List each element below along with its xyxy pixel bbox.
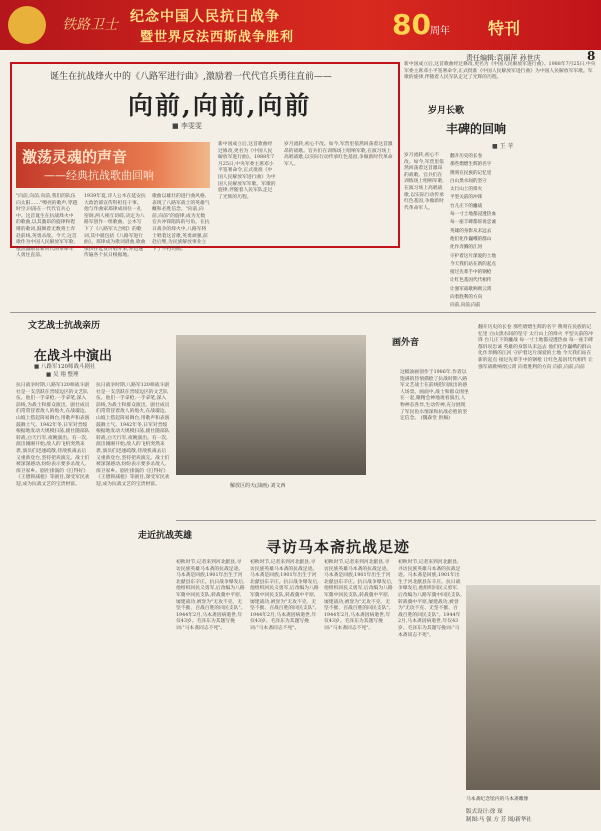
editor-line: 责任编辑:袁丽萍 孙世庆 bbox=[466, 54, 541, 62]
credit-line-2: 制图:马 强 方 芳 图/新华社 bbox=[466, 817, 532, 823]
banner-line-2: 暨世界反法西斯战争胜利 bbox=[140, 30, 295, 45]
special-issue-label: 特刊 bbox=[488, 19, 521, 38]
lead-column-2: 1939年夏,诗人公木在延安抗大政治部宣传科担任干事。他与作曲家郑律成同住一孔窑洞,两人相互切磋,决定为八路军创作一组歌曲。公木写下了《八路军大合唱》的歌词,其中就包括《八路军进行曲》。郑律成为歌词谱曲,歌曲很快在延安传唱开来,并迅速传遍各个抗日根据地。 bbox=[84, 194, 146, 259]
bottom-column-4: 初秋时节,记者来到河北献县,寻访民族英雄马本斋的抗战足迹。马本斋是回族,1901年出生于河北献县东辛庄。抗日战争爆发后,他组织回民义勇军,后改编为八路军冀中回民支队,转战冀中平原,屡建战功,被誉为"无攻不克、无坚不摧、百战百胜的回民支队"。1944年2月,马本斋因病逝世,年仅43岁。毛泽东为其题写挽词:"马本斋同志不死"。 bbox=[398, 560, 462, 638]
painting-description-text: 这幅油画创作于1986年,作者以饱满的热情描绘了抗战时期八路军文艺战士在前线慰问演出的感人场景。画面中,战士和群众围坐在一起,聚精会神地观看演出,人物神态各异,生动传神,充分展现了军民鱼水情深和抗战必胜的坚定信念。 bbox=[400, 370, 469, 422]
section-label-left: 文艺战士抗战亲历 bbox=[28, 321, 101, 331]
section-label-right: 岁月长歌 bbox=[428, 106, 465, 116]
right-article-poem: 翻开历史的长卷 那些熠熠生辉的名字 镌刻在民族的记忆里 白山黑水间的坚守 太行山上的烽火 平型关前的冲锋 台儿庄下的鏖战 每一寸土地都浸透热血 每一座丰碑都诉说忠诚 英雄的身影从未远去 他们化作巍峨的群山 化作奔腾的江河 守护着这片深爱的土地 今天我们站在新的起点 接过先辈手中的钢枪 让红色基因代代相传 让强军战歌响彻云霄 向着胜利的方向 向前,向前,向前 bbox=[450, 154, 496, 309]
lead-title: 向前,向前,向前 bbox=[128, 91, 312, 120]
painting-caption: 解放区的天(油画) 刘文西 bbox=[230, 483, 286, 489]
painting-description bbox=[400, 370, 470, 423]
right-article-title: 丰碑的回响 bbox=[446, 122, 507, 136]
statue-photo bbox=[466, 585, 600, 790]
bottom-column-2: 初秋时节,记者来到河北献县,寻访民族英雄马本斋的抗战足迹。马本斋是回族,1901年出生于河北献县东辛庄。抗日战争爆发后,他组织回民义勇军,后改编为八路军冀中回民支队,转战冀中平原,屡建战功,被誉为"无攻不克、无坚不摧、百战百胜的回民支队"。1944年2月,马本斋因病逝世,年仅43岁。毛泽东为其题写挽词:"马本斋同志不死"。 bbox=[250, 560, 320, 631]
lead-image-title: 激荡灵魂的声音 bbox=[22, 148, 128, 166]
section-label-bottom: 走近抗战英雄 bbox=[138, 531, 193, 541]
mid-article-byline-2: ■ 吴 翔 整理 bbox=[46, 372, 79, 378]
lead-author: ■ 李雯雯 bbox=[172, 122, 202, 130]
mid-article-byline-1: ■ 八路军120师战斗剧社 bbox=[34, 364, 96, 370]
statue-caption: 马本斋纪念馆内的马本斋雕像 bbox=[466, 797, 529, 802]
section-label-painting: 画外音 bbox=[392, 338, 420, 348]
bottom-article-title: 寻访马本斋抗战足迹 bbox=[266, 538, 411, 556]
section-divider-1 bbox=[10, 312, 596, 313]
oil-painting-image bbox=[176, 335, 366, 475]
lead-image-subtitle: ——经典抗战歌曲回响 bbox=[44, 169, 154, 182]
page-number: 8 bbox=[587, 49, 596, 63]
mid-article-column-2: 抗日战争时期,八路军120师战斗剧社是一支活跃在晋绥边区的文艺队伍。他们一手拿枪,一手拿笔,深入前线,为战士和群众演出。剧社成员们常常冒着敌人的炮火,在战壕边、山坡上搭起简易舞台,用歌声和表演鼓舞士气。1942年冬,日军对晋绥根据地发动大规模扫荡,剧社随部队转战,白天行军,夜晚演出。有一次,演出刚刚开始,敌人的飞机突然来袭,演员们迅速疏散,待敌机离去后又重新登台,坚持把戏演完。战士们被深深感动,纷纷表示要多杀敌人,保卫家乡。剧社排演的《打得好》《王德锁减租》等剧目,深受军民欢迎,成为抗战文艺的宝贵财富。 bbox=[96, 383, 170, 487]
party-seal-icon bbox=[8, 6, 46, 44]
mid-article-title: 在战斗中演出 bbox=[34, 349, 113, 364]
lead-continued-column: 新中国成立后,这首歌曲经过修改,更名为《中国人民解放军进行曲》。1988年7月25日,中央军委主席邓小平签署命令,正式批准《中国人民解放军进行曲》为中国人民解放军军歌。军歌的旋律,伴随着人民军队走过了光辉的历程。 bbox=[404, 62, 596, 81]
right-side-column: 岁月流转,初心不改。如今,军营里依然回荡着这首激昂的战歌。官兵们在训练场上唱响军歌,在演习场上高唱战歌,以实际行动传承红色基因,争做新时代革命军人。 bbox=[404, 153, 444, 211]
lead-column-4: 新中国成立后,这首歌曲经过修改,更名为《中国人民解放军进行曲》。1988年7月25日,中央军委主席邓小平签署命令,正式批准《中国人民解放军进行曲》为中国人民解放军军歌。军歌的旋律,伴随着人民军队走过了光辉的历程。 bbox=[218, 142, 276, 200]
anniversary-unit: 周年 bbox=[430, 26, 450, 37]
bottom-column-1: 初秋时节,记者来到河北献县,寻访民族英雄马本斋的抗战足迹。马本斋是回族,1901年出生于河北献县东辛庄。抗日战争爆发后,他组织回民义勇军,后改编为八路军冀中回民支队,转战冀中平原,屡建战功,被誉为"无攻不克、无坚不摧、百战百胜的回民支队"。1944年2月,马本斋因病逝世,年仅43岁。毛泽东为其题写挽词:"马本斋同志不死"。 bbox=[176, 560, 246, 631]
page-credits bbox=[466, 808, 532, 824]
credit-line-1: 版式设计:徐 琛 bbox=[466, 809, 503, 815]
mid-article-column-1: 抗日战争时期,八路军120师战斗剧社是一支活跃在晋绥边区的文艺队伍。他们一手拿枪,一手拿笔,深入前线,为战士和群众演出。剧社成员们常常冒着敌人的炮火,在战壕边、山坡上搭起简易舞台,用歌声和表演鼓舞士气。1942年冬,日军对晋绥根据地发动大规模扫荡,剧社随部队转战,白天行军,夜晚演出。有一次,演出刚刚开始,敌人的飞机突然来袭,演员们迅速疏散,待敌机离去后又重新登台,坚持把戏演完。战士们被深深感动,纷纷表示要多杀敌人,保卫家乡。剧社排演的《打得好》《王德锁减租》等剧目,深受军民欢迎,成为抗战文艺的宝贵财富。 bbox=[16, 383, 90, 487]
newspaper-logo: 铁路卫士 bbox=[62, 17, 118, 33]
lead-subtitle: 诞生在抗战烽火中的《八路军进行曲》,激励着一代代官兵勇往直前—— bbox=[50, 72, 332, 82]
section-divider-2 bbox=[176, 520, 596, 521]
lead-column-5: 岁月流转,初心不改。如今,军营里依然回荡着这首激昂的战歌。官兵们在训练场上唱响军歌,在演习场上高唱战歌,以实际行动传承红色基因,争做新时代革命军人。 bbox=[284, 142, 393, 167]
anniversary-number: 80 bbox=[392, 8, 431, 41]
bottom-column-3: 初秋时节,记者来到河北献县,寻访民族英雄马本斋的抗战足迹。马本斋是回族,1901年出生于河北献县东辛庄。抗日战争爆发后,他组织回民义勇军,后改编为八路军冀中回民支队,转战冀中平原,屡建战功,被誉为"无攻不克、无坚不摧、百战百胜的回民支队"。1944年2月,马本斋因病逝世,年仅43岁。毛泽东为其题写挽词:"马本斋同志不死"。 bbox=[324, 560, 394, 631]
painting-description-credit: (魏森堂 供稿) bbox=[420, 416, 450, 422]
banner-line-1: 纪念中国人民抗日战争 bbox=[130, 9, 280, 25]
right-article-author: ■ 王 苹 bbox=[492, 143, 514, 150]
right-lower-column: 翻开历史的长卷 那些熠熠生辉的名字 镌刻在民族的记忆里 白山黑水间的坚守 太行山上的烽火 平型关前的冲锋 台儿庄下的鏖战 每一寸土地都浸透热血 每一座丰碑都诉说忠诚 英雄的身影从未远去 他们化作巍峨的群山 化作奔腾的江河 守护着这片深爱的土地 今天我们站在新的起点 接过先辈手中的钢枪 让红色基因代代相传 让强军战歌响彻云霄 向着胜利的方向 向前,向前,向前 bbox=[478, 325, 593, 370]
lead-column-1: "向前,向前,向前,我们的队伍向太阳……"嘹亮的歌声,穿越时空,回荡在一代代官兵心中。这首诞生在抗战烽火中的歌曲,以其激昂的旋律和铿锵的歌词,鼓舞着无数将士奔赴前线,英勇杀敌。今天,这首歌作为中国人民解放军军歌,依然激励着新时代的革命军人勇往直前。 bbox=[16, 194, 78, 259]
lead-column-3: 歌曲以雄壮的进行曲风格,表现了八路军战士的英雄气概和必胜信念。"向前,向前,向前"的旋律,成为无数官兵冲锋陷阵的号角。在抗日战争的烽火中,八路军将士唱着这首歌,英勇顽强,前赴后继,为民族解放事业立下了不朽功勋。 bbox=[152, 194, 210, 252]
